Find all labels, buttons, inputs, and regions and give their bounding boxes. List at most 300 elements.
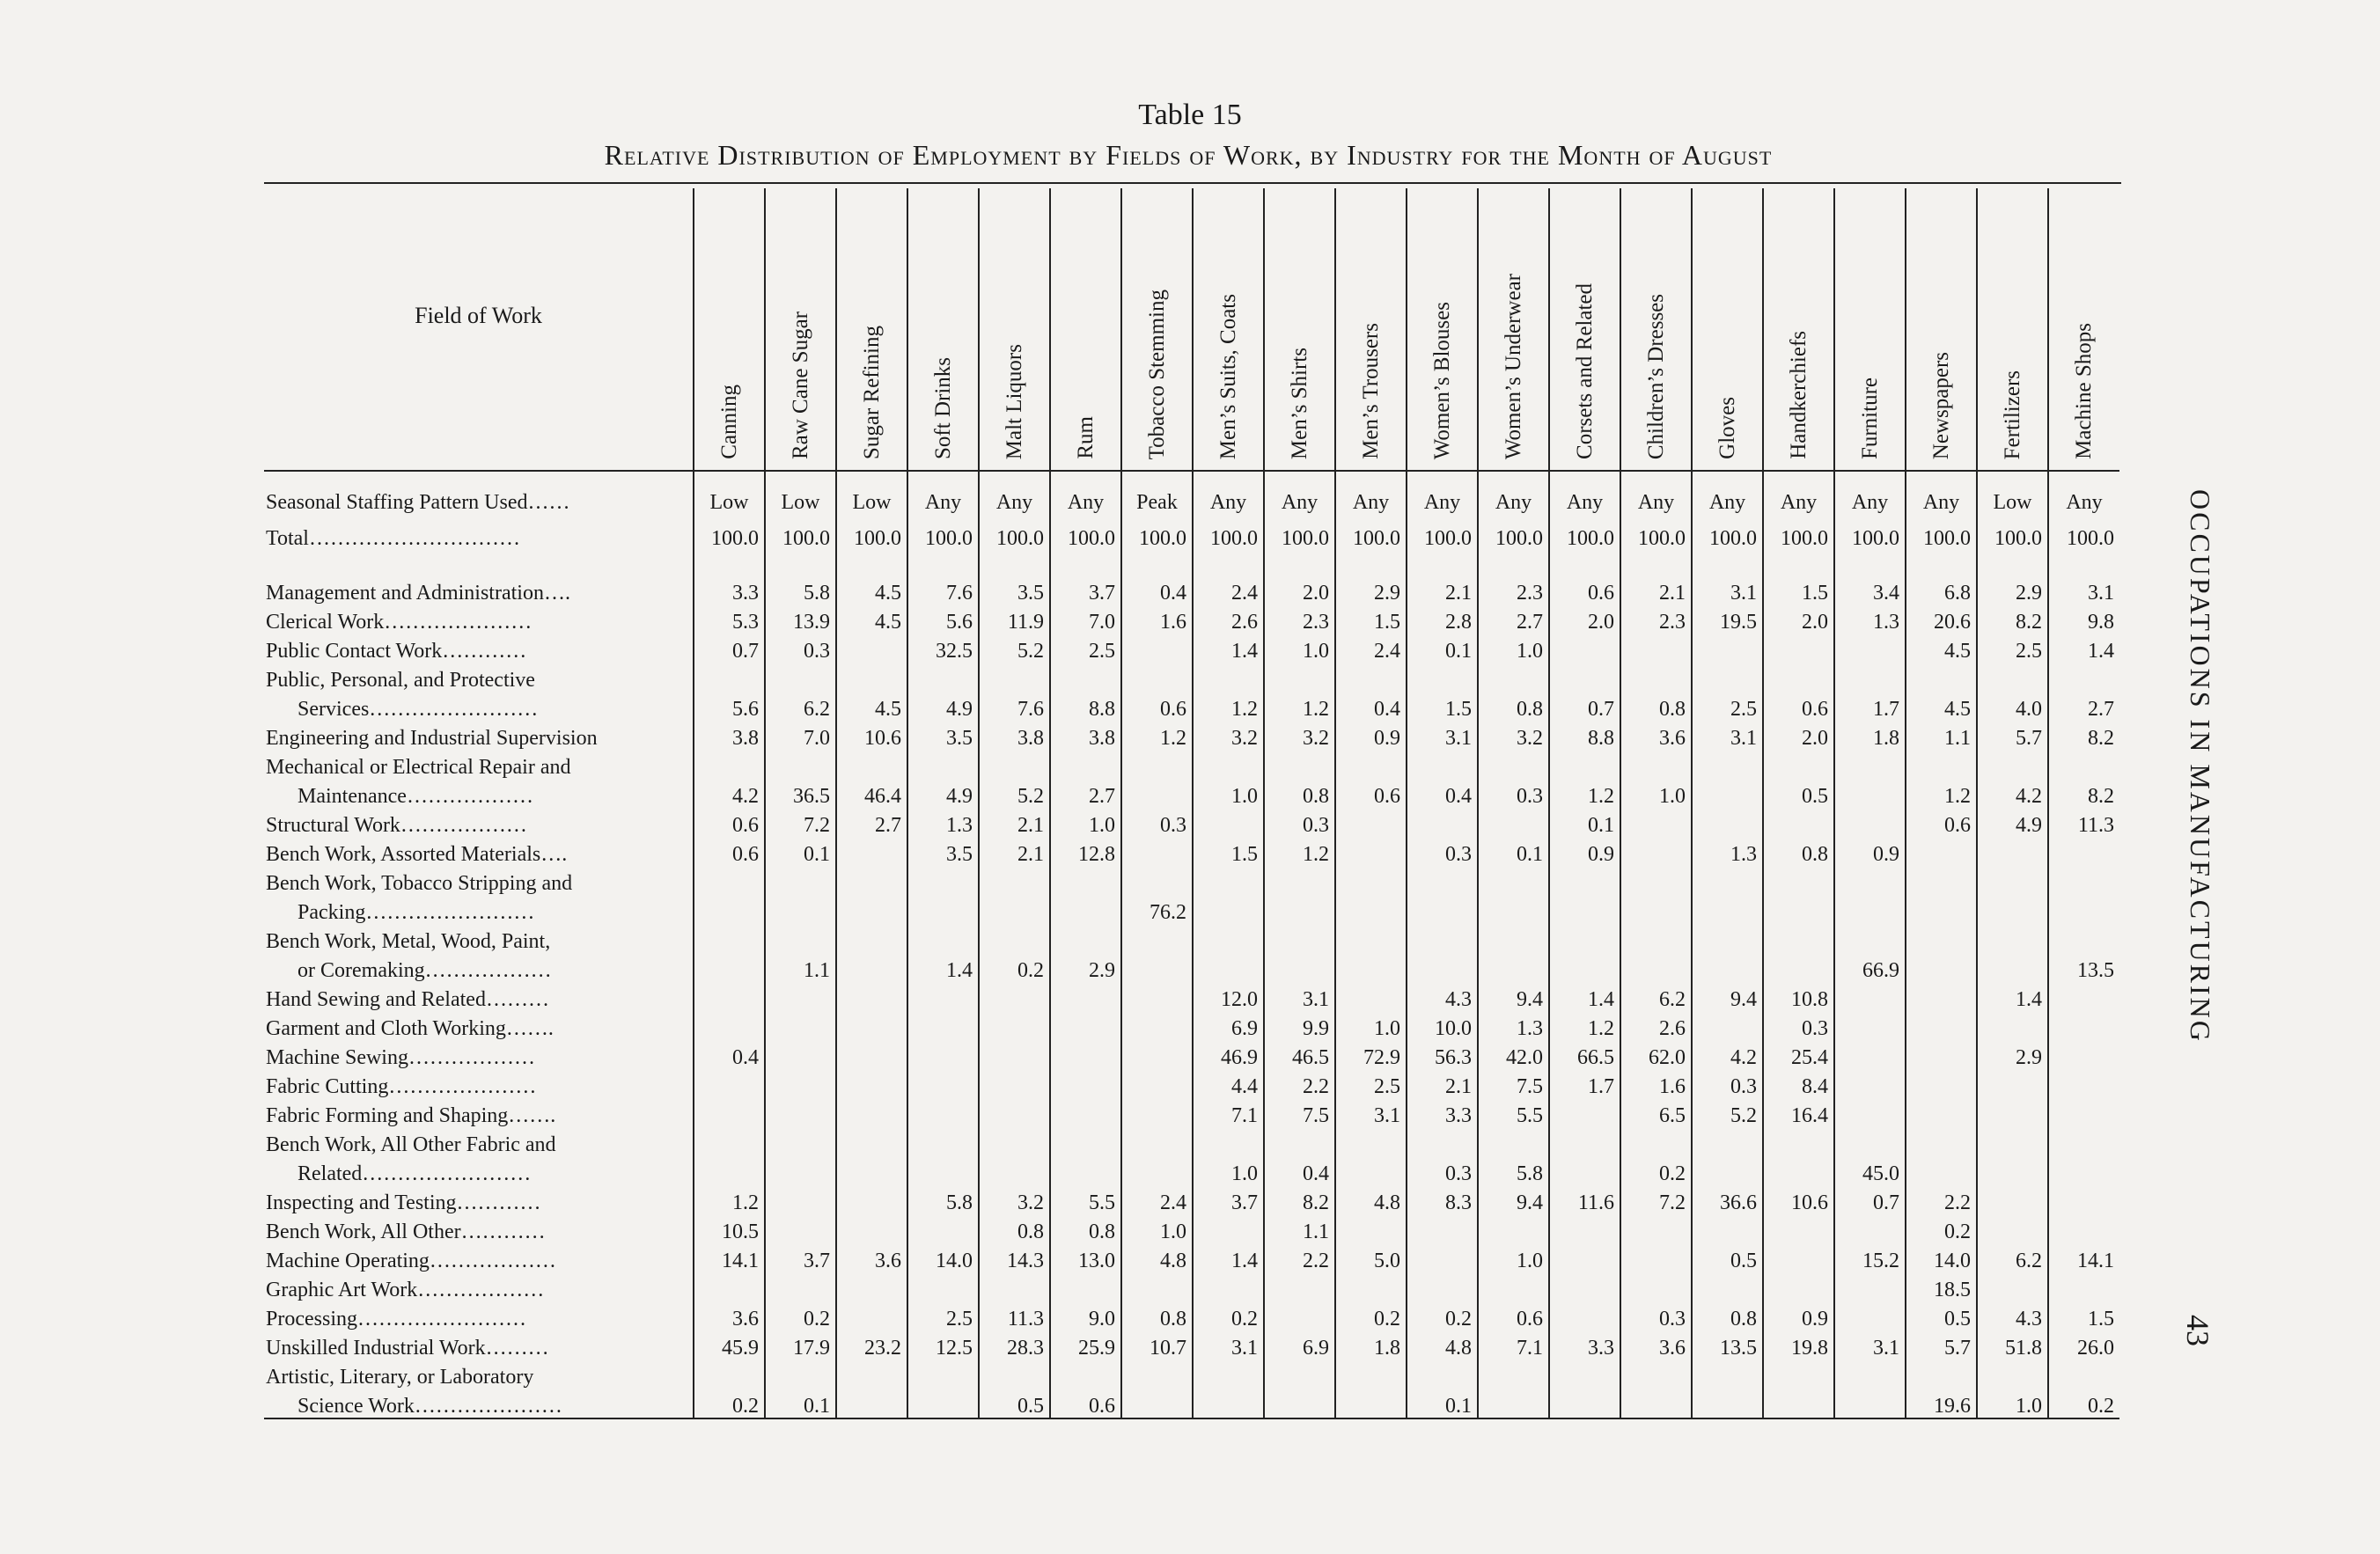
table-cell [1834, 1127, 1906, 1156]
table-cell [1050, 750, 1121, 779]
table-cell: 0.5 [979, 1389, 1050, 1418]
table-cell: 3.3 [694, 575, 765, 605]
table-cell [1050, 1098, 1121, 1127]
table-cell [979, 982, 1050, 1011]
table-cell: 46.5 [1264, 1040, 1335, 1069]
table-cell [2048, 750, 2119, 779]
table-row [264, 1360, 2119, 1389]
table-cell: 1.3 [1834, 605, 1906, 634]
table-cell: 3.5 [979, 575, 1050, 605]
table-cell: 10.5 [694, 1214, 765, 1243]
table-cell [1407, 663, 1478, 692]
table-cell: 10.8 [1763, 982, 1834, 1011]
table-cell: 11.9 [979, 605, 1050, 634]
table-cell [765, 982, 836, 1011]
row-label: Inspecting and Testing………… [266, 1191, 541, 1214]
table-cell: 17.9 [765, 1330, 836, 1360]
table-cell [1335, 895, 1407, 924]
table-cell: 0.6 [694, 837, 765, 866]
table-cell [1692, 924, 1763, 953]
table-cell [1407, 808, 1478, 837]
table-cell: 1.8 [1335, 1330, 1407, 1360]
table-cell: 0.3 [1478, 779, 1549, 808]
table-cell: 5.6 [694, 692, 765, 721]
table-row [264, 1272, 2119, 1301]
table-cell: 5.2 [1692, 1098, 1763, 1127]
table-cell [1834, 1098, 1906, 1127]
table-cell: 4.8 [1407, 1330, 1478, 1360]
table-cell [1692, 1127, 1763, 1156]
table-cell [907, 663, 979, 692]
table-cell: 6.9 [1193, 1011, 1264, 1040]
table-cell [1692, 895, 1763, 924]
table-cell [907, 866, 979, 895]
table-cell [1977, 1011, 2048, 1040]
table-cell [1050, 1360, 1121, 1389]
table-cell [907, 1272, 979, 1301]
table-cell: 5.2 [979, 634, 1050, 663]
table-cell: 0.3 [1763, 1011, 1834, 1040]
table-cell [765, 1185, 836, 1214]
table-cell: 5.5 [1050, 1185, 1121, 1214]
table-cell [836, 1098, 907, 1127]
table-cell [1977, 895, 2048, 924]
table-cell: 62.0 [1620, 1040, 1692, 1069]
table-cell [694, 895, 765, 924]
row-label: Bench Work, Tobacco Stripping and [266, 872, 573, 895]
table-cell: 0.3 [765, 634, 836, 663]
table-row [264, 471, 2119, 514]
table-cell: 3.1 [1834, 1330, 1906, 1360]
table-cell: 3.2 [1478, 721, 1549, 750]
table-cell [2048, 1069, 2119, 1098]
table-cell [1407, 1127, 1478, 1156]
table-cell: 7.6 [979, 692, 1050, 721]
table-cell: 1.4 [1977, 982, 2048, 1011]
table-cell [1906, 1011, 1977, 1040]
table-cell: 7.6 [907, 575, 979, 605]
table-cell: 56.3 [1407, 1040, 1478, 1069]
table-cell: 12.8 [1050, 837, 1121, 866]
table-cell: 26.0 [2048, 1330, 2119, 1360]
table-cell [1050, 1156, 1121, 1185]
table-cell [1620, 953, 1692, 982]
column-header-label: Children’s Dresses [1643, 293, 1668, 459]
table-cell: 0.2 [979, 953, 1050, 982]
table-cell [1763, 808, 1834, 837]
row-label: Fabric Cutting………………… [266, 1075, 537, 1098]
table-cell: 6.2 [1620, 982, 1692, 1011]
table-cell: 8.2 [1977, 605, 2048, 634]
table-cell [765, 1127, 836, 1156]
table-cell [1834, 663, 1906, 692]
table-cell [1193, 663, 1264, 692]
row-label: Related…………………… [298, 1162, 532, 1185]
table-cell [979, 1040, 1050, 1069]
table-cell: 0.1 [1549, 808, 1620, 837]
table-cell [1478, 1389, 1549, 1418]
table-cell: 10.0 [1407, 1011, 1478, 1040]
table-cell [907, 1011, 979, 1040]
table-cell: 5.6 [907, 605, 979, 634]
table-cell [907, 1214, 979, 1243]
table-cell: 3.8 [694, 721, 765, 750]
table-cell [1478, 895, 1549, 924]
table-cell: 23.2 [836, 1330, 907, 1360]
table-cell [1335, 924, 1407, 953]
table-cell: 10.6 [836, 721, 907, 750]
table-cell: 19.6 [1906, 1389, 1977, 1418]
table-cell [1264, 953, 1335, 982]
table-cell: 0.5 [1763, 779, 1834, 808]
table-cell [1050, 1272, 1121, 1301]
table-cell: 9.0 [1050, 1301, 1121, 1330]
table-cell [836, 982, 907, 1011]
table-cell: 1.4 [907, 953, 979, 982]
table-cell [1906, 1098, 1977, 1127]
table-cell: 8.2 [2048, 721, 2119, 750]
table-cell: 72.9 [1335, 1040, 1407, 1069]
table-cell [1478, 1127, 1549, 1156]
table-cell [1620, 1360, 1692, 1389]
table-cell: Any [1620, 471, 1692, 514]
table-cell: 4.2 [694, 779, 765, 808]
table-cell: 6.2 [1977, 1243, 2048, 1272]
table-cell: 6.5 [1620, 1098, 1692, 1127]
table-cell [1906, 837, 1977, 866]
table-cell: 7.0 [1050, 605, 1121, 634]
table-cell [1407, 924, 1478, 953]
table-cell: 2.4 [1121, 1185, 1193, 1214]
table-cell [765, 866, 836, 895]
table-cell [836, 1272, 907, 1301]
table-cell [1050, 1127, 1121, 1156]
table-cell: 0.1 [765, 1389, 836, 1418]
table-cell [1977, 750, 2048, 779]
table-cell: 14.1 [694, 1243, 765, 1272]
column-header-label: Canning [716, 385, 741, 459]
column-header-label: Machine Shops [2072, 323, 2096, 459]
table-cell [836, 1214, 907, 1243]
table-cell: Any [979, 471, 1050, 514]
table-cell: 5.0 [1335, 1243, 1407, 1272]
table-cell: 1.0 [1050, 808, 1121, 837]
table-cell [979, 866, 1050, 895]
table-cell [1549, 1156, 1620, 1185]
table-cell [836, 1069, 907, 1098]
table-cell: 3.8 [1050, 721, 1121, 750]
table-cell: 13.9 [765, 605, 836, 634]
table-cell: 3.8 [979, 721, 1050, 750]
table-cell [1478, 1214, 1549, 1243]
row-label: Services…………………… [298, 698, 539, 721]
table-cell [1763, 924, 1834, 953]
table-cell [1193, 953, 1264, 982]
table-cell: 3.1 [1407, 721, 1478, 750]
table-cell: 2.5 [1050, 634, 1121, 663]
table-cell [979, 1011, 1050, 1040]
row-label: Public Contact Work………… [266, 640, 527, 663]
table-cell [1121, 953, 1193, 982]
table-cell [1906, 1040, 1977, 1069]
table-cell: 1.1 [1264, 1214, 1335, 1243]
table-cell: 0.8 [1050, 1214, 1121, 1243]
table-cell: 100.0 [1335, 514, 1407, 563]
row-label: Maintenance……………… [298, 785, 533, 808]
table-cell [2048, 924, 2119, 953]
table-cell: 0.8 [1620, 692, 1692, 721]
table-cell [1692, 1272, 1763, 1301]
table-cell: 0.3 [1692, 1069, 1763, 1098]
table-cell: 2.9 [1977, 575, 2048, 605]
table-cell [1335, 1389, 1407, 1418]
table-cell: 100.0 [979, 514, 1050, 563]
table-cell [1264, 663, 1335, 692]
table-cell [1050, 1011, 1121, 1040]
table-cell [1834, 866, 1906, 895]
table-cell: 14.1 [2048, 1243, 2119, 1272]
table-row [264, 1011, 2119, 1040]
table-cell [1977, 1098, 2048, 1127]
table-cell: 19.5 [1692, 605, 1763, 634]
table-cell: 0.5 [1906, 1301, 1977, 1330]
table-cell [1050, 924, 1121, 953]
table-cell: 0.2 [765, 1301, 836, 1330]
table-row [264, 692, 2119, 721]
table-cell: 1.6 [1121, 605, 1193, 634]
table-cell: Any [907, 471, 979, 514]
table-cell [1549, 663, 1620, 692]
table-cell [1121, 1069, 1193, 1098]
table-cell: 2.7 [1478, 605, 1549, 634]
table-cell [1620, 1214, 1692, 1243]
table-cell: 0.3 [1264, 808, 1335, 837]
table-cell [836, 663, 907, 692]
table-cell [1121, 1272, 1193, 1301]
row-label: Machine Sewing……………… [266, 1046, 535, 1069]
table-cell: 4.4 [1193, 1069, 1264, 1098]
table-cell [1121, 750, 1193, 779]
table-cell [1050, 866, 1121, 895]
table-cell: 13.0 [1050, 1243, 1121, 1272]
table-cell: 4.3 [1407, 982, 1478, 1011]
table-cell: 2.7 [2048, 692, 2119, 721]
table-cell: 100.0 [1763, 514, 1834, 563]
table-cell [1121, 1156, 1193, 1185]
table-cell [2048, 1098, 2119, 1127]
table-cell [1834, 1040, 1906, 1069]
table-cell [1834, 982, 1906, 1011]
table-cell [1549, 1360, 1620, 1389]
table-cell [765, 1069, 836, 1098]
table-cell: 1.2 [1264, 692, 1335, 721]
table-cell [1335, 982, 1407, 1011]
table-cell [1549, 1098, 1620, 1127]
table-cell: Any [1407, 471, 1478, 514]
table-cell [765, 1214, 836, 1243]
table-cell [1193, 924, 1264, 953]
table-cell: 1.0 [1264, 634, 1335, 663]
table-row [264, 1127, 2119, 1156]
table-cell: 0.4 [1121, 575, 1193, 605]
table-cell: 0.7 [1549, 692, 1620, 721]
table-cell: 10.7 [1121, 1330, 1193, 1360]
column-header [694, 188, 765, 471]
row-label: Unskilled Industrial Work……… [266, 1337, 549, 1360]
table-cell: 12.0 [1193, 982, 1264, 1011]
table-cell: 2.9 [1977, 1040, 2048, 1069]
table-cell: 1.2 [1549, 1011, 1620, 1040]
table-cell [1906, 1127, 1977, 1156]
table-cell: 0.6 [1121, 692, 1193, 721]
table-cell [1692, 634, 1763, 663]
table-cell [1834, 808, 1906, 837]
table-cell [1620, 837, 1692, 866]
table-cell: 1.5 [1193, 837, 1264, 866]
table-cell [765, 1098, 836, 1127]
table-cell: 2.6 [1193, 605, 1264, 634]
table-cell: 2.4 [1335, 634, 1407, 663]
table-cell: 2.9 [1050, 953, 1121, 982]
table-cell: 25.9 [1050, 1330, 1121, 1360]
table-cell [1906, 1069, 1977, 1098]
table-cell [1264, 924, 1335, 953]
table-cell [1335, 1272, 1407, 1301]
table-cell: 3.3 [1407, 1098, 1478, 1127]
row-label: Total………………………… [266, 527, 520, 550]
table-cell [694, 1360, 765, 1389]
table-cell [1692, 750, 1763, 779]
table-cell [1193, 1127, 1264, 1156]
table-cell: Low [694, 471, 765, 514]
table-cell [694, 750, 765, 779]
table-cell [2048, 895, 2119, 924]
table-cell [1264, 866, 1335, 895]
table-cell [765, 663, 836, 692]
table-cell: 25.4 [1763, 1040, 1834, 1069]
table-cell: 5.8 [1478, 1156, 1549, 1185]
table-cell: 1.7 [1549, 1069, 1620, 1098]
table-cell: 100.0 [1549, 514, 1620, 563]
table-cell: 76.2 [1121, 895, 1193, 924]
table-cell: Any [1692, 471, 1763, 514]
table-cell: Any [1834, 471, 1906, 514]
table-row [264, 924, 2119, 953]
table-cell [979, 1069, 1050, 1098]
table-cell: 0.2 [1407, 1301, 1478, 1330]
table-cell: 5.8 [907, 1185, 979, 1214]
table-cell [1193, 1272, 1264, 1301]
table-cell: 0.2 [1620, 1156, 1692, 1185]
table-cell: 3.2 [1193, 721, 1264, 750]
column-header-label: Men’s Trousers [1358, 323, 1383, 459]
table-cell [1478, 750, 1549, 779]
table-cell: Low [1977, 471, 2048, 514]
table-cell [836, 1301, 907, 1330]
table-cell: 100.0 [694, 514, 765, 563]
table-cell: 0.3 [1121, 808, 1193, 837]
table-cell [1692, 1011, 1763, 1040]
table-cell [765, 895, 836, 924]
table-cell [836, 1185, 907, 1214]
row-label: Processing…………………… [266, 1308, 526, 1330]
table-row [264, 953, 2119, 982]
table-cell: 66.5 [1549, 1040, 1620, 1069]
table-cell [1763, 1214, 1834, 1243]
column-header [1407, 188, 1478, 471]
table-cell [979, 1156, 1050, 1185]
table-cell: 1.1 [1906, 721, 1977, 750]
table-cell: 18.5 [1906, 1272, 1977, 1301]
table-cell: 100.0 [2048, 514, 2119, 563]
table-cell: 13.5 [1692, 1330, 1763, 1360]
table-cell: 8.2 [2048, 779, 2119, 808]
table-cell: 100.0 [1407, 514, 1478, 563]
table-cell [1834, 1360, 1906, 1389]
table-cell: 2.3 [1620, 605, 1692, 634]
table-cell [1335, 663, 1407, 692]
table-cell [1906, 924, 1977, 953]
table-cell [836, 895, 907, 924]
table-cell: 100.0 [1121, 514, 1193, 563]
table-cell [1335, 837, 1407, 866]
table-row [264, 721, 2119, 750]
table-cell: 0.1 [1478, 837, 1549, 866]
table-cell [907, 1360, 979, 1389]
table-cell [1549, 866, 1620, 895]
table-cell [1834, 1301, 1906, 1330]
table-cell: 2.9 [1335, 575, 1407, 605]
table-cell [1620, 1272, 1692, 1301]
table-cell [1549, 1272, 1620, 1301]
table-cell: 42.0 [1478, 1040, 1549, 1069]
table-cell [1692, 1360, 1763, 1389]
table-cell [1050, 663, 1121, 692]
table-cell [1121, 924, 1193, 953]
table-cell: 3.2 [1264, 721, 1335, 750]
column-header [1264, 188, 1335, 471]
column-header [2048, 188, 2119, 471]
table-cell: 4.2 [1692, 1040, 1763, 1069]
table-cell: 0.1 [1407, 1389, 1478, 1418]
column-header-label: Sugar Refining [859, 325, 884, 459]
table-cell [694, 1098, 765, 1127]
table-cell: 51.8 [1977, 1330, 2048, 1360]
table-cell: 2.1 [1407, 575, 1478, 605]
table-cell [1050, 895, 1121, 924]
table-cell [836, 1011, 907, 1040]
table-cell [1763, 1127, 1834, 1156]
spacer-row [264, 563, 2119, 575]
table-cell [1335, 1214, 1407, 1243]
table-cell [765, 1272, 836, 1301]
table-cell: 8.8 [1549, 721, 1620, 750]
table-cell: 19.8 [1763, 1330, 1834, 1360]
table-cell: 0.3 [1407, 1156, 1478, 1185]
table-cell: 4.5 [1906, 634, 1977, 663]
table-cell [1264, 1389, 1335, 1418]
table-cell: 2.1 [1407, 1069, 1478, 1098]
table-cell [1692, 1214, 1763, 1243]
table-cell [1478, 1360, 1549, 1389]
table-cell [1834, 895, 1906, 924]
table-title: Relative Distribution of Employment by Fields of Work, by Industry for the Month of August [604, 139, 1773, 171]
table-cell [836, 866, 907, 895]
column-header-label: Gloves [1715, 397, 1739, 459]
column-header-label: Women’s Underwear [1501, 273, 1525, 459]
table-cell [765, 750, 836, 779]
column-header [1692, 188, 1763, 471]
